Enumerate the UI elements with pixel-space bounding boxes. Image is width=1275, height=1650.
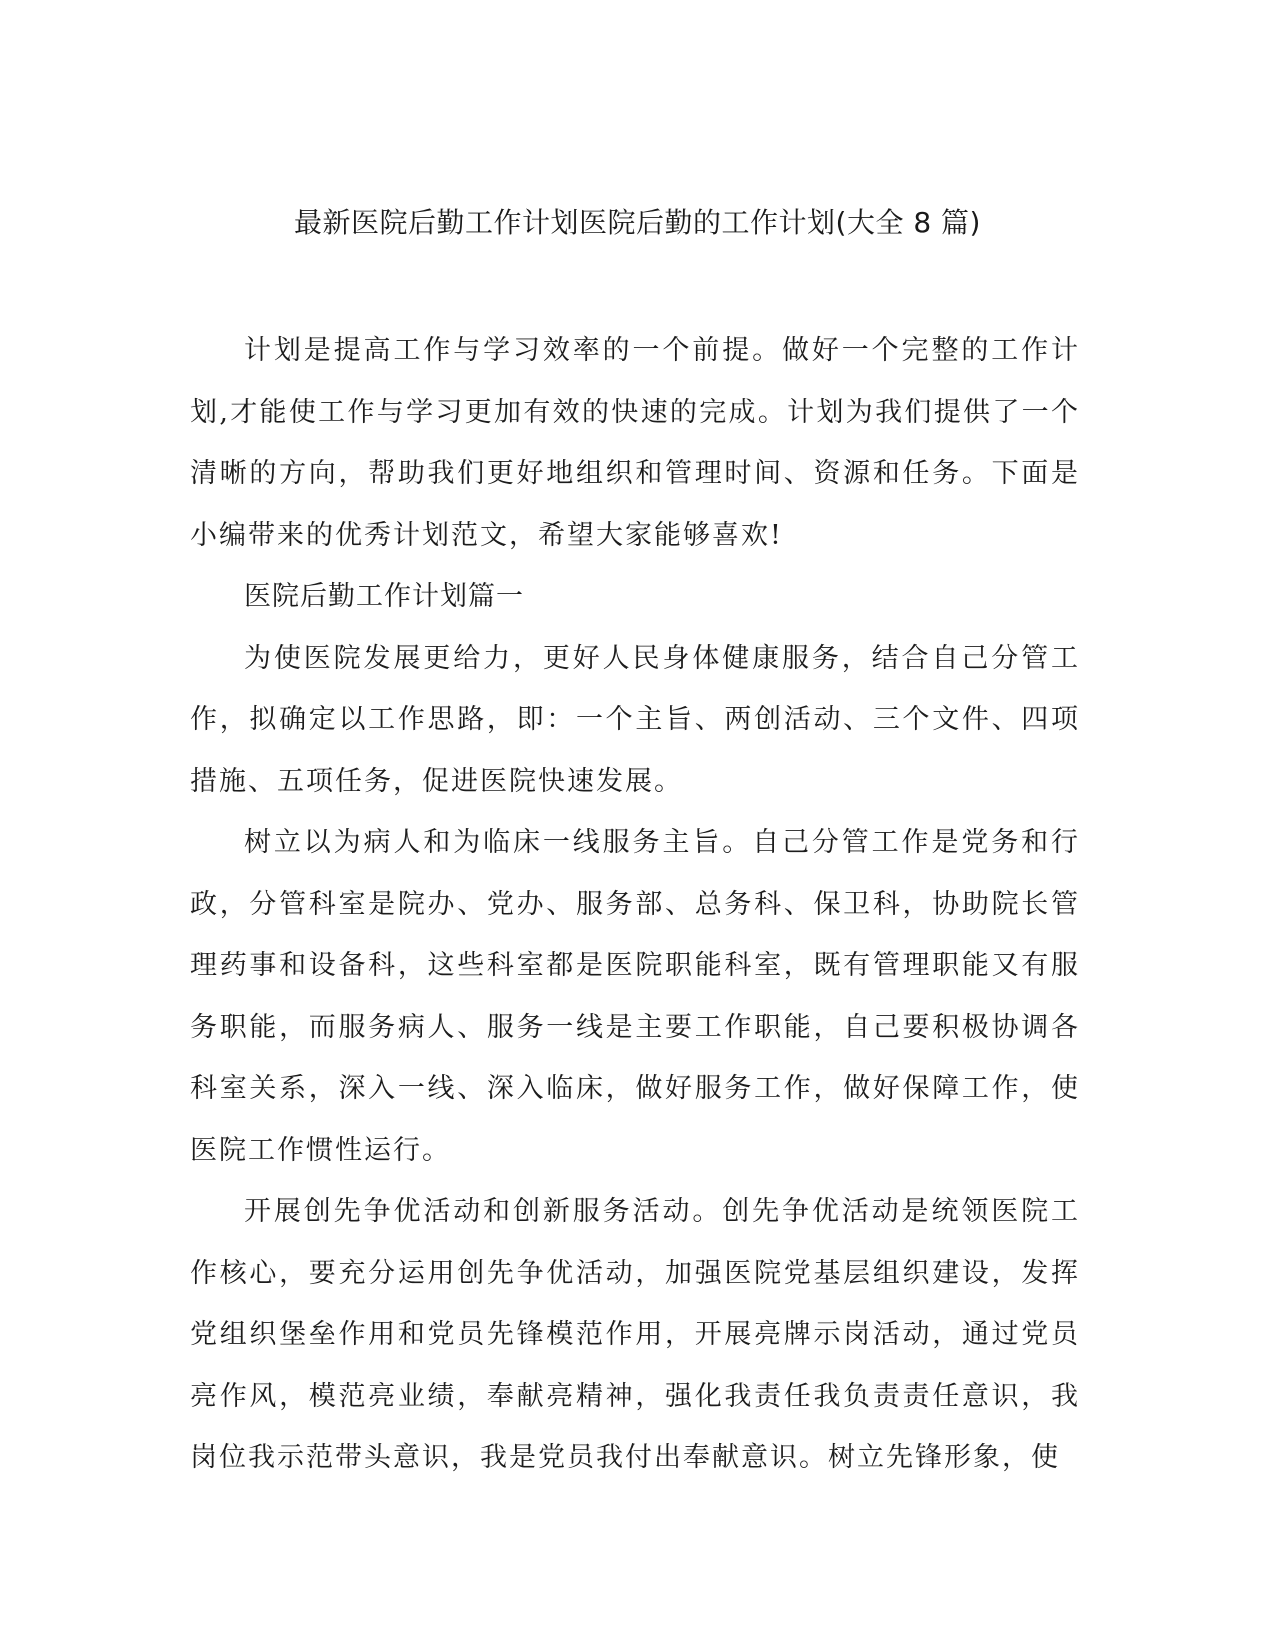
body-paragraph: 为使医院发展更给力，更好人民身体健康服务，结合自己分管工作，拟确定以工作思路，即：一个主旨、两创活动、三个文件、四项措施、五项任务，促进医院快速发展。 <box>190 642 1080 797</box>
intro-paragraph: 计划是提高工作与学习效率的一个前提。做好一个完整的工作计划,才能使工作与学习更加有效的快速的完成。计划为我们提供了一个清晰的方向，帮助我们更好地组织和管理时间、资源和任务。下面是小编带来的优秀计划范文，希望大家能够喜欢! <box>190 335 1080 551</box>
document-title: 最新医院后勤工作计划医院后勤的工作计划(大全 8 篇) <box>294 206 981 239</box>
document-body <box>190 320 1080 1489</box>
body-paragraph: 树立以为病人和为临床一线服务主旨。自己分管工作是党务和行政，分管科室是院办、党办、服务部、总务科、保卫科，协助院长管理药事和设备科，这些科室都是医院职能科室，既有管理职能又有服务职能，而服务病人、服务一线是主要工作职能，自己要积极协调各科室关系，深入一线、深入临床，做好服务工作，做好保障工作，使医院工作惯性运行。 <box>190 827 1080 1166</box>
body-paragraph: 开展创先争优活动和创新服务活动。创先争优活动是统领医院工作核心，要充分运用创先争优活动，加强医院党基层组织建设，发挥党组织堡垒作用和党员先锋模范作用，开展亮牌示岗活动，通过党员亮作风，模范亮业绩，奉献亮精神，强化我责任我负责责任意识，我岗位我示范带头意识，我是党员我付出奉献意识。树立先锋形象，使 <box>190 1196 1080 1473</box>
section-heading: 医院后勤工作计划篇一 <box>244 581 524 612</box>
